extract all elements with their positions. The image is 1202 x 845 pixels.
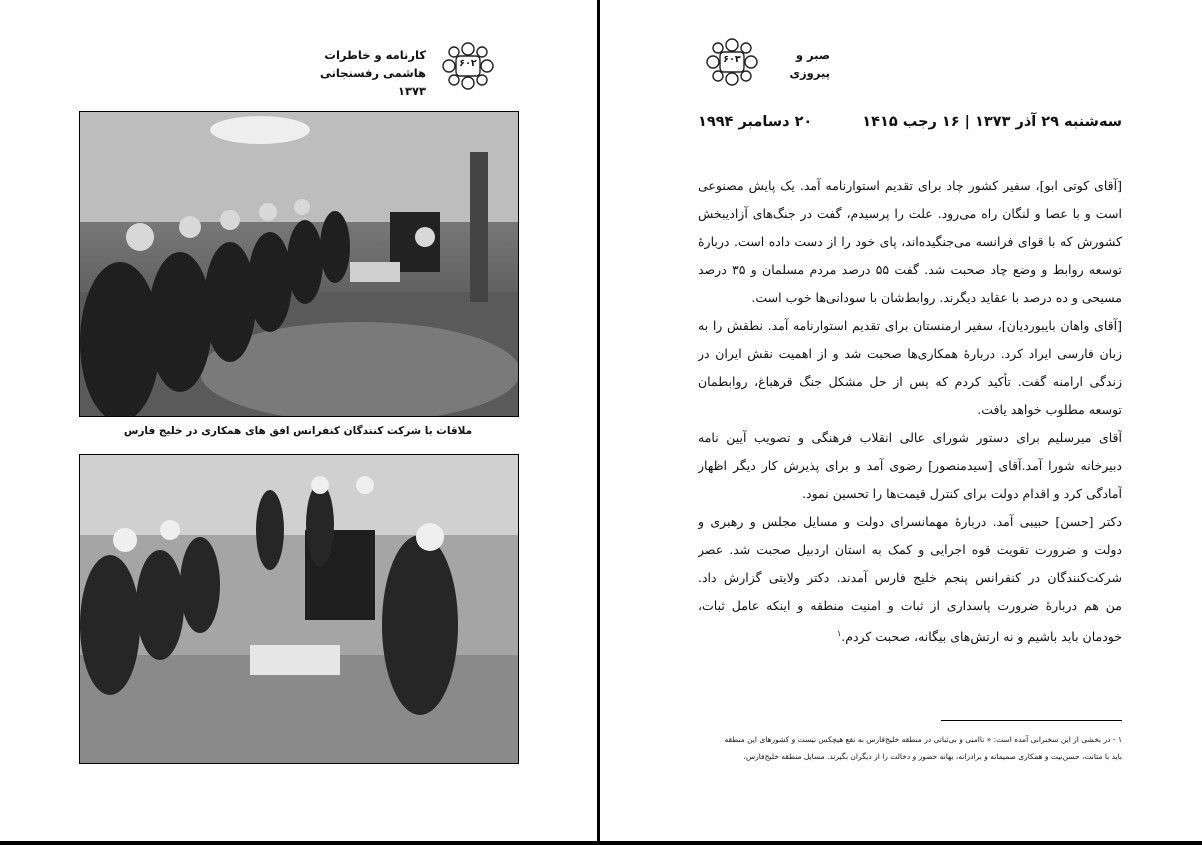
date-main: سه‌شنبه ۲۹ آذر ۱۳۷۳ | ۱۶ رجب ۱۴۱۵	[862, 114, 1122, 130]
photo-meeting-conference	[79, 111, 519, 417]
footnote-line: ۱ - در بخشی از این سخنرانی آمده است: « ناامنی و بی‌ثباتی در منطقه خلیج‌فارس به نفع هیچکس نیست و کشورهای این منطقه	[724, 735, 1122, 744]
running-header	[318, 46, 426, 100]
page-number: ۶۰۲	[459, 58, 477, 69]
footnote-marker: ۱	[836, 629, 842, 638]
text-line: [آقای واهان بایبوردیان]، سفیر ارمنستان برای تقدیم استوارنامه آمد. نطقش را به	[698, 318, 1122, 333]
text-line: خودمان باید باشیم و نه ارتش‌های بیگانه، صحبت کردم.	[841, 629, 1122, 645]
text-line: من هم دربارهٔ ضرورت پاسداری از ثبات و امنیت منطقه و اینکه عامل ثبات،	[698, 598, 1122, 613]
text-line: مسیحی و ده درصد با عقاید دیگرند. روابط‌شان با سودانی‌ها خوب است.	[751, 290, 1122, 305]
right-page	[600, 0, 1202, 845]
left-page	[0, 0, 598, 845]
date-line	[698, 114, 1122, 136]
footnote-rule	[941, 720, 1122, 721]
photo-image	[80, 455, 518, 763]
date-gregorian: ۲۰ دسامبر ۱۹۹۴	[698, 114, 813, 130]
text-line: دولت و ضرورت تقویت قوه اجرایی و کمک به استان اردبیل صحبت شد. عصر	[698, 542, 1122, 557]
bottom-border	[0, 841, 1202, 845]
text-line: زبان فارسی ایراد کرد. دربارهٔ همکاری‌ها صحبت شد و از اهمیت نقش ایران در	[698, 346, 1122, 361]
footnote-line: باید با متانت، حسن‌نیت و همکاری صمیمانه و برادرانه، بهانه حضور و دخالت را از دیگران بگیرند. مسایل منطقه خلیج‌فارس،	[743, 752, 1122, 761]
text-line: آقای میرسلیم برای دستور شورای عالی انقلاب فرهنگی و تصویب آیین نامه	[698, 430, 1122, 445]
photo-caption: ملاقات با شرکت کنندگان کنفرانس افق های همکاری در خلیج فارس	[123, 425, 473, 437]
footnote	[698, 731, 1122, 765]
ornament-emblem	[704, 36, 760, 88]
text-line: شرکت‌کنندگان در کنفرانس پنجم خلیج فارس آمدند. دکتر ولایتی گزارش داد.	[698, 570, 1122, 585]
photo-image	[80, 112, 518, 416]
photo-speech-ceremony	[79, 454, 519, 764]
book-subtitle: پیروزی	[789, 66, 830, 80]
book-subtitle: هاشمی رفسنجانی ۱۳۷۳	[319, 66, 426, 98]
book-title: صبر و	[795, 48, 830, 62]
body-text	[698, 172, 1122, 648]
text-line: توسعه روابط و وضع چاد صحبت شد. گفت ۵۵ درصد مردم مسلمان و ۳۵ درصد	[698, 262, 1122, 277]
text-line: دبیرخانه شورا آمد.آقای [سیدمنصور] رضوی آمد و برای پذیرش کار دیگر اظهار	[698, 458, 1122, 473]
text-line: [آقای کوتی ابو]، سفیر کشور چاد برای تقدیم استوارنامه آمد. یک پایش مصنوعی	[698, 178, 1122, 193]
text-line: زندگی ارامنه گفت. تأکید کردم که پس از حل مشکل جنگ قرهباغ، روابطمان	[698, 374, 1122, 389]
page-number: ۶۰۳	[723, 54, 741, 65]
text-line: توسعه مطلوب خواهد یافت.	[977, 402, 1122, 417]
text-line-with-footnote	[698, 620, 1122, 648]
text-line: کشورش که با قوای فرانسه می‌جنگیده‌اند، پای خود را از دست داده است. دربارهٔ	[698, 234, 1122, 249]
running-header	[770, 46, 830, 82]
text-line: آمادگی کرد و اقدام دولت برای کنترل قیمت‌ها را تحسین نمود.	[802, 486, 1122, 501]
ornament-emblem	[440, 40, 496, 92]
text-line: است و با عصا و لنگان راه می‌رود. علت را پرسیدم، گفت در جنگ‌های آزادیبخش	[698, 206, 1122, 221]
text-line: دکتر [حسن] حبیبی آمد. دربارهٔ مهمانسرای دولت و مسایل مجلس و رهبری و	[698, 514, 1122, 529]
book-title: کارنامه و خاطرات	[324, 48, 426, 62]
